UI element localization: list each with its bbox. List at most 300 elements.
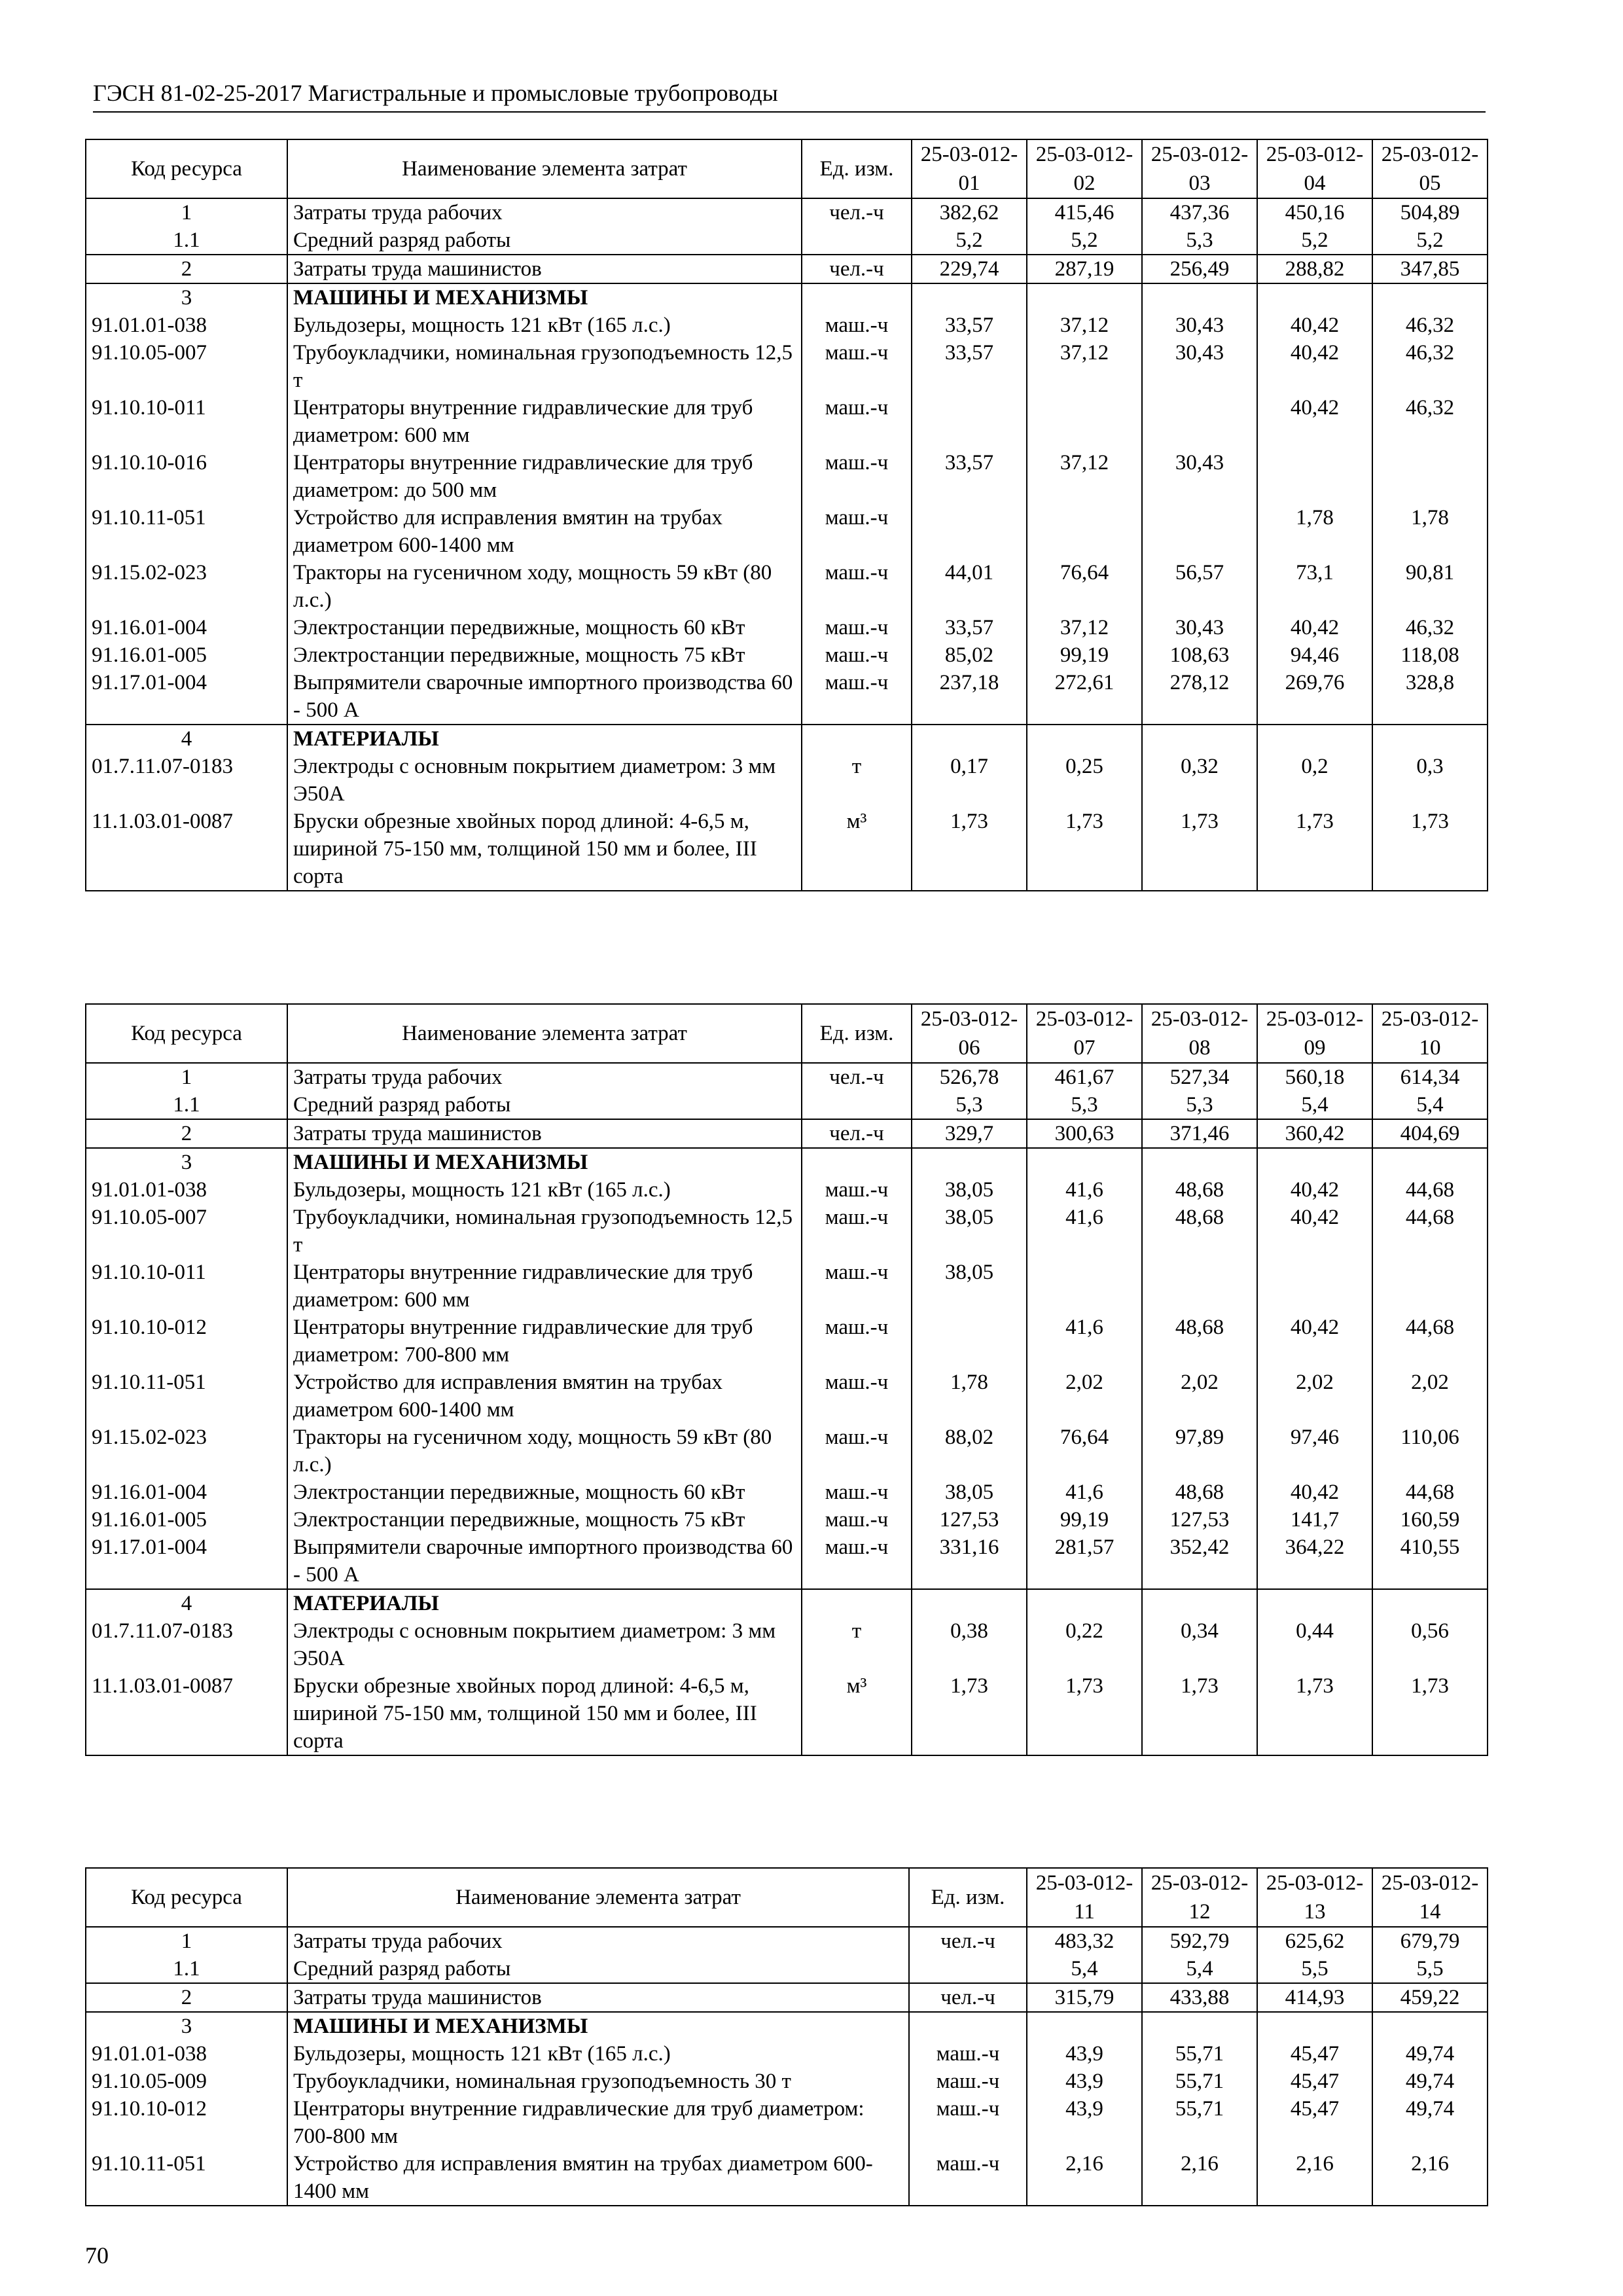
table-row xyxy=(86,1479,1488,1506)
resource-code: 91.16.01-005 xyxy=(86,641,287,669)
norm-value: 415,46 xyxy=(1027,198,1142,226)
column-header-estimate-code: 25-03-012-13 xyxy=(1257,1868,1372,1927)
norm-value: 1,73 xyxy=(912,808,1027,891)
norm-value xyxy=(1027,2012,1142,2040)
cost-element-name: Тракторы на гусеничном ходу, мощность 59 кВт (80 л.с.) xyxy=(287,559,802,614)
norm-value: 33,57 xyxy=(912,614,1027,641)
table-header xyxy=(86,1004,1488,1063)
norm-value xyxy=(1372,2012,1488,2040)
resource-code: 11.1.03.01-0087 xyxy=(86,1672,287,1755)
unit-of-measure: маш.-ч xyxy=(802,1204,912,1259)
norm-value: 679,79 xyxy=(1372,1927,1488,1955)
column-header-estimate-code: 25-03-012-06 xyxy=(912,1004,1027,1063)
unit-of-measure: чел.-ч xyxy=(802,1119,912,1148)
norm-value: 5,2 xyxy=(1372,226,1488,255)
norm-value: 560,18 xyxy=(1257,1063,1372,1091)
section-row xyxy=(86,1589,1488,1617)
norm-value xyxy=(1142,283,1257,312)
norm-value: 347,85 xyxy=(1372,255,1488,283)
table-row xyxy=(86,1063,1488,1091)
table-row xyxy=(86,1617,1488,1672)
norm-value: 2,16 xyxy=(1027,2150,1142,2206)
resource-code: 91.15.02-023 xyxy=(86,559,287,614)
norm-value xyxy=(1257,283,1372,312)
norm-value: 2,16 xyxy=(1372,2150,1488,2206)
resource-code: 1 xyxy=(86,1927,287,1955)
cost-element-name: Затраты труда машинистов xyxy=(287,1983,909,2012)
norm-value xyxy=(1372,1148,1488,1176)
unit-of-measure: м³ xyxy=(802,1672,912,1755)
norm-value: 1,73 xyxy=(1257,808,1372,891)
cost-element-name: Центраторы внутренние гидравлические для труб диаметром: до 500 мм xyxy=(287,449,802,504)
norm-value: 97,46 xyxy=(1257,1424,1372,1479)
norm-value: 437,36 xyxy=(1142,198,1257,226)
norm-value: 1,78 xyxy=(1257,504,1372,559)
norm-value: 1,73 xyxy=(1142,808,1257,891)
norm-value: 108,63 xyxy=(1142,641,1257,669)
table-row xyxy=(86,1314,1488,1369)
norm-value: 2,16 xyxy=(1257,2150,1372,2206)
norm-value: 281,57 xyxy=(1027,1534,1142,1589)
norm-value: 331,16 xyxy=(912,1534,1027,1589)
cost-element-name: Выпрямители сварочные импортного производства 60 - 500 А xyxy=(287,1534,802,1589)
norm-value xyxy=(1027,1259,1142,1314)
column-header-estimate-code: 25-03-012-03 xyxy=(1142,139,1257,198)
norm-value: 237,18 xyxy=(912,669,1027,725)
norm-value: 43,9 xyxy=(1027,2068,1142,2095)
unit-of-measure: маш.-ч xyxy=(909,2150,1027,2206)
resource-code: 3 xyxy=(86,283,287,312)
norm-value: 48,68 xyxy=(1142,1314,1257,1369)
table-row xyxy=(86,1983,1488,2012)
norm-value xyxy=(912,1314,1027,1369)
norm-value: 1,78 xyxy=(912,1369,1027,1424)
norm-value: 328,8 xyxy=(1372,669,1488,725)
table-row xyxy=(86,312,1488,339)
resource-code: 01.7.11.07-0183 xyxy=(86,753,287,808)
norm-value: 30,43 xyxy=(1142,449,1257,504)
cost-element-name: Устройство для исправления вмятин на трубах диаметром 600-1400 мм xyxy=(287,2150,909,2206)
resource-code: 1.1 xyxy=(86,1955,287,1983)
norm-value: 38,05 xyxy=(912,1176,1027,1204)
norm-value xyxy=(1027,504,1142,559)
column-header-estimate-code: 25-03-012-07 xyxy=(1027,1004,1142,1063)
unit-of-measure: маш.-ч xyxy=(802,1314,912,1369)
unit-of-measure: маш.-ч xyxy=(802,1369,912,1424)
column-header-estimate-code: 25-03-012-08 xyxy=(1142,1004,1257,1063)
norm-value: 614,34 xyxy=(1372,1063,1488,1091)
norm-value: 1,73 xyxy=(1257,1672,1372,1755)
unit-of-measure: маш.-ч xyxy=(909,2068,1027,2095)
norm-value: 461,67 xyxy=(1027,1063,1142,1091)
column-header-estimate-code: 25-03-012-02 xyxy=(1027,139,1142,198)
norm-value: 5,3 xyxy=(1142,226,1257,255)
norm-value: 625,62 xyxy=(1257,1927,1372,1955)
table-row xyxy=(86,2150,1488,2206)
cost-element-name: Бруски обрезные хвойных пород длиной: 4-6,5 м, шириной 75-150 мм, толщиной 150 мм и более, III сорта xyxy=(287,1672,802,1755)
resource-code: 91.16.01-005 xyxy=(86,1506,287,1534)
norm-value: 229,74 xyxy=(912,255,1027,283)
column-header-estimate-code: 25-03-012-12 xyxy=(1142,1868,1257,1927)
norm-value: 49,74 xyxy=(1372,2095,1488,2150)
column-header-unit: Ед. изм. xyxy=(802,1004,912,1063)
cost-element-name: Затраты труда машинистов xyxy=(287,255,802,283)
unit-of-measure xyxy=(802,725,912,753)
cost-element-name: Электростанции передвижные, мощность 75 кВт xyxy=(287,1506,802,1534)
norm-value: 88,02 xyxy=(912,1424,1027,1479)
norm-value: 1,73 xyxy=(1027,808,1142,891)
resource-code: 91.17.01-004 xyxy=(86,669,287,725)
norm-value: 44,68 xyxy=(1372,1176,1488,1204)
norm-value: 46,32 xyxy=(1372,614,1488,641)
cost-element-name: Тракторы на гусеничном ходу, мощность 59 кВт (80 л.с.) xyxy=(287,1424,802,1479)
table-row xyxy=(86,394,1488,449)
cost-element-name: Электростанции передвижные, мощность 75 кВт xyxy=(287,641,802,669)
resource-code: 91.10.10-011 xyxy=(86,1259,287,1314)
norm-value: 30,43 xyxy=(1142,312,1257,339)
resource-code: 01.7.11.07-0183 xyxy=(86,1617,287,1672)
norm-value: 5,4 xyxy=(1027,1955,1142,1983)
norm-value: 329,7 xyxy=(912,1119,1027,1148)
unit-of-measure: маш.-ч xyxy=(802,449,912,504)
norm-value: 0,38 xyxy=(912,1617,1027,1672)
cost-element-name: МАТЕРИАЛЫ xyxy=(287,725,802,753)
norm-value: 49,74 xyxy=(1372,2040,1488,2068)
resource-code: 91.10.11-051 xyxy=(86,2150,287,2206)
resource-code: 1.1 xyxy=(86,1091,287,1119)
unit-of-measure xyxy=(909,1955,1027,1983)
norm-value xyxy=(1027,394,1142,449)
norm-value: 45,47 xyxy=(1257,2040,1372,2068)
norm-value xyxy=(1372,1589,1488,1617)
norm-value: 5,4 xyxy=(1372,1091,1488,1119)
unit-of-measure: маш.-ч xyxy=(802,559,912,614)
norm-value: 5,5 xyxy=(1257,1955,1372,1983)
section-row xyxy=(86,725,1488,753)
norm-value: 256,49 xyxy=(1142,255,1257,283)
norm-value: 315,79 xyxy=(1027,1983,1142,2012)
norm-value: 48,68 xyxy=(1142,1204,1257,1259)
norm-value: 0,32 xyxy=(1142,753,1257,808)
norm-value: 0,2 xyxy=(1257,753,1372,808)
norm-value: 414,93 xyxy=(1257,1983,1372,2012)
cost-element-name: МАШИНЫ И МЕХАНИЗМЫ xyxy=(287,1148,802,1176)
norm-value: 41,6 xyxy=(1027,1176,1142,1204)
norm-value: 2,02 xyxy=(1027,1369,1142,1424)
resource-code: 91.16.01-004 xyxy=(86,614,287,641)
page-number: 70 xyxy=(85,2242,109,2269)
norm-value xyxy=(1257,1148,1372,1176)
norm-value: 46,32 xyxy=(1372,312,1488,339)
cost-element-name: Средний разряд работы xyxy=(287,226,802,255)
header-row xyxy=(86,1004,1488,1063)
unit-of-measure: маш.-ч xyxy=(802,312,912,339)
cost-element-name: Трубоукладчики, номинальная грузоподъемность 12,5 т xyxy=(287,339,802,394)
table-row xyxy=(86,198,1488,226)
norm-value: 410,55 xyxy=(1372,1534,1488,1589)
norm-value: 40,42 xyxy=(1257,614,1372,641)
norm-value: 5,4 xyxy=(1257,1091,1372,1119)
cost-element-name: Затраты труда рабочих xyxy=(287,1927,909,1955)
norm-value: 56,57 xyxy=(1142,559,1257,614)
norm-value xyxy=(1142,504,1257,559)
unit-of-measure: маш.-ч xyxy=(909,2095,1027,2150)
unit-of-measure: маш.-ч xyxy=(802,1176,912,1204)
header-row xyxy=(86,1868,1488,1927)
norm-value: 45,47 xyxy=(1257,2068,1372,2095)
resource-code: 91.17.01-004 xyxy=(86,1534,287,1589)
column-header-estimate-code: 25-03-012-14 xyxy=(1372,1868,1488,1927)
cost-element-name: Средний разряд работы xyxy=(287,1955,909,1983)
resource-code: 4 xyxy=(86,1589,287,1617)
norm-value: 99,19 xyxy=(1027,641,1142,669)
norm-value: 0,56 xyxy=(1372,1617,1488,1672)
norm-value: 278,12 xyxy=(1142,669,1257,725)
resource-table xyxy=(85,1003,1488,1756)
unit-of-measure xyxy=(802,226,912,255)
norm-value xyxy=(1257,1589,1372,1617)
resource-code: 1 xyxy=(86,1063,287,1091)
norm-value: 2,02 xyxy=(1142,1369,1257,1424)
cost-element-name: Электроды с основным покрытием диаметром: 3 мм Э50А xyxy=(287,1617,802,1672)
norm-value: 90,81 xyxy=(1372,559,1488,614)
norm-value xyxy=(1372,1259,1488,1314)
norm-value: 43,9 xyxy=(1027,2095,1142,2150)
norm-value: 38,05 xyxy=(912,1259,1027,1314)
norm-value xyxy=(1257,2012,1372,2040)
column-header-estimate-code: 25-03-012-11 xyxy=(1027,1868,1142,1927)
table-row xyxy=(86,2095,1488,2150)
table-row xyxy=(86,1259,1488,1314)
resource-code: 91.10.10-012 xyxy=(86,2095,287,2150)
page-header: ГЭСН 81-02-25-2017 Магистральные и промысловые трубопроводы xyxy=(93,77,1486,113)
norm-value xyxy=(1142,2012,1257,2040)
norm-value: 1,73 xyxy=(1027,1672,1142,1755)
unit-of-measure: чел.-ч xyxy=(909,1983,1027,2012)
table-header xyxy=(86,1868,1488,1927)
resource-code: 2 xyxy=(86,1119,287,1148)
cost-element-name: Бруски обрезные хвойных пород длиной: 4-6,5 м, шириной 75-150 мм, толщиной 150 мм и более, III сорта xyxy=(287,808,802,891)
norm-value xyxy=(1142,1589,1257,1617)
norm-value: 160,59 xyxy=(1372,1506,1488,1534)
unit-of-measure: т xyxy=(802,753,912,808)
norm-value: 404,69 xyxy=(1372,1119,1488,1148)
table-body xyxy=(86,198,1488,891)
norm-value: 2,02 xyxy=(1372,1369,1488,1424)
resource-code: 91.10.11-051 xyxy=(86,504,287,559)
norm-value: 55,71 xyxy=(1142,2068,1257,2095)
unit-of-measure: чел.-ч xyxy=(802,1063,912,1091)
resource-code: 91.10.10-011 xyxy=(86,394,287,449)
norm-value: 44,68 xyxy=(1372,1314,1488,1369)
norm-value: 1,78 xyxy=(1372,504,1488,559)
unit-of-measure xyxy=(909,2012,1027,2040)
unit-of-measure: маш.-ч xyxy=(802,1479,912,1506)
norm-value: 76,64 xyxy=(1027,559,1142,614)
norm-value: 94,46 xyxy=(1257,641,1372,669)
column-header-estimate-code: 25-03-012-09 xyxy=(1257,1004,1372,1063)
cost-element-name: Трубоукладчики, номинальная грузоподъемность 30 т xyxy=(287,2068,909,2095)
table-row xyxy=(86,1204,1488,1259)
unit-of-measure: маш.-ч xyxy=(909,2040,1027,2068)
unit-of-measure: т xyxy=(802,1617,912,1672)
resource-code: 91.10.10-016 xyxy=(86,449,287,504)
norm-value xyxy=(1027,1589,1142,1617)
cost-element-name: Затраты труда машинистов xyxy=(287,1119,802,1148)
norm-value: 118,08 xyxy=(1372,641,1488,669)
norm-value: 5,2 xyxy=(912,226,1027,255)
unit-of-measure: чел.-ч xyxy=(802,198,912,226)
norm-value: 0,3 xyxy=(1372,753,1488,808)
norm-value: 40,42 xyxy=(1257,1204,1372,1259)
resource-code: 91.01.01-038 xyxy=(86,2040,287,2068)
norm-value: 37,12 xyxy=(1027,449,1142,504)
cost-element-name: Трубоукладчики, номинальная грузоподъемность 12,5 т xyxy=(287,1204,802,1259)
unit-of-measure: маш.-ч xyxy=(802,669,912,725)
resource-code: 1 xyxy=(86,198,287,226)
cost-element-name: Бульдозеры, мощность 121 кВт (165 л.с.) xyxy=(287,312,802,339)
unit-of-measure: чел.-ч xyxy=(909,1927,1027,1955)
norm-value xyxy=(1142,394,1257,449)
table-row xyxy=(86,1176,1488,1204)
resource-code: 91.10.11-051 xyxy=(86,1369,287,1424)
resource-code: 91.10.10-012 xyxy=(86,1314,287,1369)
norm-value: 44,01 xyxy=(912,559,1027,614)
norm-value xyxy=(912,1148,1027,1176)
cost-element-name: Устройство для исправления вмятин на трубах диаметром 600-1400 мм xyxy=(287,504,802,559)
norm-value: 459,22 xyxy=(1372,1983,1488,2012)
norm-value: 5,4 xyxy=(1142,1955,1257,1983)
norm-value xyxy=(1027,283,1142,312)
norm-value: 44,68 xyxy=(1372,1204,1488,1259)
norm-value: 38,05 xyxy=(912,1479,1027,1506)
cost-element-name: Центраторы внутренние гидравлические для труб диаметром: 600 мм xyxy=(287,1259,802,1314)
unit-of-measure: маш.-ч xyxy=(802,339,912,394)
norm-value: 5,2 xyxy=(1027,226,1142,255)
norm-value: 37,12 xyxy=(1027,312,1142,339)
norm-value: 33,57 xyxy=(912,312,1027,339)
norm-value xyxy=(1257,449,1372,504)
table-row xyxy=(86,2068,1488,2095)
norm-value: 592,79 xyxy=(1142,1927,1257,1955)
norm-value: 48,68 xyxy=(1142,1176,1257,1204)
norm-value: 40,42 xyxy=(1257,1479,1372,1506)
column-header-name: Наименование элемента затрат xyxy=(287,139,802,198)
table-row xyxy=(86,449,1488,504)
norm-value: 287,19 xyxy=(1027,255,1142,283)
resource-code: 2 xyxy=(86,1983,287,2012)
norm-value: 55,71 xyxy=(1142,2040,1257,2068)
cost-element-name: Центраторы внутренние гидравлические для труб диаметром: 700-800 мм xyxy=(287,1314,802,1369)
table-row xyxy=(86,669,1488,725)
table-row xyxy=(86,1927,1488,1955)
cost-element-name: МАШИНЫ И МЕХАНИЗМЫ xyxy=(287,2012,909,2040)
cost-element-name: Выпрямители сварочные импортного производства 60 - 500 А xyxy=(287,669,802,725)
cost-element-name: Бульдозеры, мощность 121 кВт (165 л.с.) xyxy=(287,2040,909,2068)
resource-code: 91.10.05-007 xyxy=(86,339,287,394)
norm-value: 5,5 xyxy=(1372,1955,1488,1983)
norm-value: 504,89 xyxy=(1372,198,1488,226)
norm-value: 48,68 xyxy=(1142,1479,1257,1506)
norm-value: 5,3 xyxy=(1142,1091,1257,1119)
column-header-code: Код ресурса xyxy=(86,1004,287,1063)
table-row xyxy=(86,1119,1488,1148)
norm-value xyxy=(912,504,1027,559)
norm-value: 97,89 xyxy=(1142,1424,1257,1479)
norm-value xyxy=(1372,449,1488,504)
norm-value: 2,16 xyxy=(1142,2150,1257,2206)
norm-value: 99,19 xyxy=(1027,1506,1142,1534)
table-body xyxy=(86,1927,1488,2206)
norm-value: 0,44 xyxy=(1257,1617,1372,1672)
resource-code: 11.1.03.01-0087 xyxy=(86,808,287,891)
cost-element-name: МАШИНЫ И МЕХАНИЗМЫ xyxy=(287,283,802,312)
norm-value: 360,42 xyxy=(1257,1119,1372,1148)
norm-value: 41,6 xyxy=(1027,1204,1142,1259)
norm-value xyxy=(1372,283,1488,312)
table-row xyxy=(86,1424,1488,1479)
norm-value: 526,78 xyxy=(912,1063,1027,1091)
norm-value: 1,73 xyxy=(1372,1672,1488,1755)
table-row xyxy=(86,1091,1488,1119)
norm-value: 288,82 xyxy=(1257,255,1372,283)
section-row xyxy=(86,1148,1488,1176)
norm-value xyxy=(1142,1148,1257,1176)
resource-code: 4 xyxy=(86,725,287,753)
cost-element-name: Электроды с основным покрытием диаметром: 3 мм Э50А xyxy=(287,753,802,808)
cost-element-name: Устройство для исправления вмятин на трубах диаметром 600-1400 мм xyxy=(287,1369,802,1424)
cost-element-name: Бульдозеры, мощность 121 кВт (165 л.с.) xyxy=(287,1176,802,1204)
cost-element-name: МАТЕРИАЛЫ xyxy=(287,1589,802,1617)
table-row xyxy=(86,255,1488,283)
norm-value: 40,42 xyxy=(1257,312,1372,339)
unit-of-measure: чел.-ч xyxy=(802,255,912,283)
norm-value: 127,53 xyxy=(912,1506,1027,1534)
table-row xyxy=(86,1369,1488,1424)
norm-value: 85,02 xyxy=(912,641,1027,669)
table-row xyxy=(86,1506,1488,1534)
norm-value: 5,2 xyxy=(1257,226,1372,255)
norm-value xyxy=(1142,725,1257,753)
resource-code: 3 xyxy=(86,2012,287,2040)
norm-value xyxy=(1142,1259,1257,1314)
norm-value: 269,76 xyxy=(1257,669,1372,725)
column-header-estimate-code: 25-03-012-04 xyxy=(1257,139,1372,198)
table-row xyxy=(86,753,1488,808)
unit-of-measure: маш.-ч xyxy=(802,1534,912,1589)
norm-value: 352,42 xyxy=(1142,1534,1257,1589)
cost-element-name: Средний разряд работы xyxy=(287,1091,802,1119)
resource-table xyxy=(85,1867,1488,2206)
header-row xyxy=(86,139,1488,198)
norm-value: 272,61 xyxy=(1027,669,1142,725)
column-header-estimate-code: 25-03-012-10 xyxy=(1372,1004,1488,1063)
norm-value: 110,06 xyxy=(1372,1424,1488,1479)
norm-value: 1,73 xyxy=(1142,1672,1257,1755)
norm-value: 30,43 xyxy=(1142,614,1257,641)
norm-value: 41,6 xyxy=(1027,1314,1142,1369)
norm-value: 2,02 xyxy=(1257,1369,1372,1424)
norm-value xyxy=(912,1589,1027,1617)
table-row xyxy=(86,808,1488,891)
unit-of-measure: маш.-ч xyxy=(802,504,912,559)
cost-element-name: Электростанции передвижные, мощность 60 кВт xyxy=(287,614,802,641)
norm-value: 45,47 xyxy=(1257,2095,1372,2150)
table-row xyxy=(86,2040,1488,2068)
unit-of-measure: маш.-ч xyxy=(802,1506,912,1534)
resource-code: 91.01.01-038 xyxy=(86,312,287,339)
norm-value: 46,32 xyxy=(1372,339,1488,394)
